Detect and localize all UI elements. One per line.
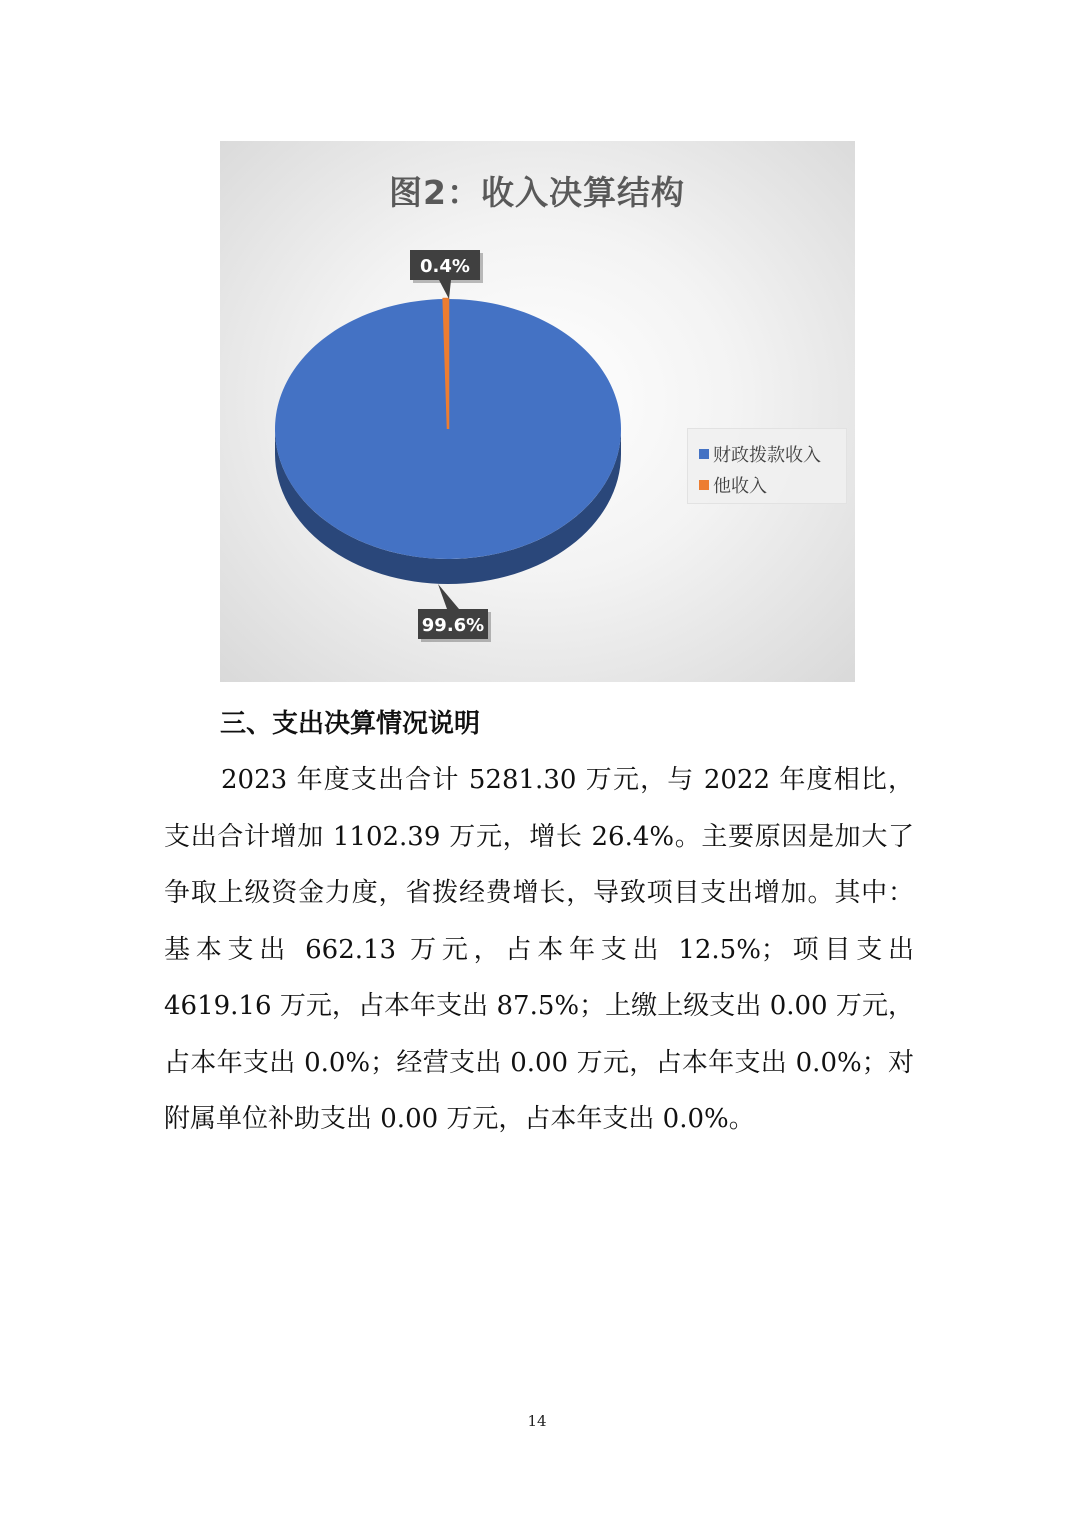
pie-chart-svg bbox=[220, 141, 855, 682]
legend-label: 他收入 bbox=[713, 476, 767, 497]
legend-item-other bbox=[699, 472, 767, 498]
svg-text:99.6%: 99.6% bbox=[421, 615, 485, 636]
legend-swatch-blue bbox=[699, 449, 709, 459]
income-structure-chart bbox=[220, 141, 855, 682]
chart-title: 图2：收入决算结构 bbox=[389, 173, 685, 212]
legend-label: 财政拨款收入 bbox=[713, 445, 821, 466]
data-label-other bbox=[410, 250, 483, 299]
page-number: 14 bbox=[527, 1412, 547, 1430]
section-paragraph: 2023 年度支出合计 5281.30 万元，与 2022 年度相比，支出合计增加 1102.39 万元，增长 26.4%。主要原因是加大了争取上级资金力度，省拨经费增长，导致项目支出增加。其中：基本支出 662.13 万元，占本年支出 12.5%；项目支出 4619.16 万元，占本年支出 87.5%；上缴上级支出 0.00 万元，占本年支出 0.0%；经营支出 0.00 万元，占本年支出 0.0%；对附属单位补助支出 0.00 万元，占本年支出 0.0%。 bbox=[164, 765, 914, 1134]
data-label-fiscal bbox=[418, 584, 491, 642]
legend-item-fiscal bbox=[699, 441, 821, 467]
chart-legend bbox=[687, 428, 847, 504]
legend-swatch-orange bbox=[699, 480, 709, 490]
svg-text:0.4%: 0.4% bbox=[420, 256, 470, 277]
section-heading: 三、支出决算情况说明 bbox=[220, 709, 481, 739]
